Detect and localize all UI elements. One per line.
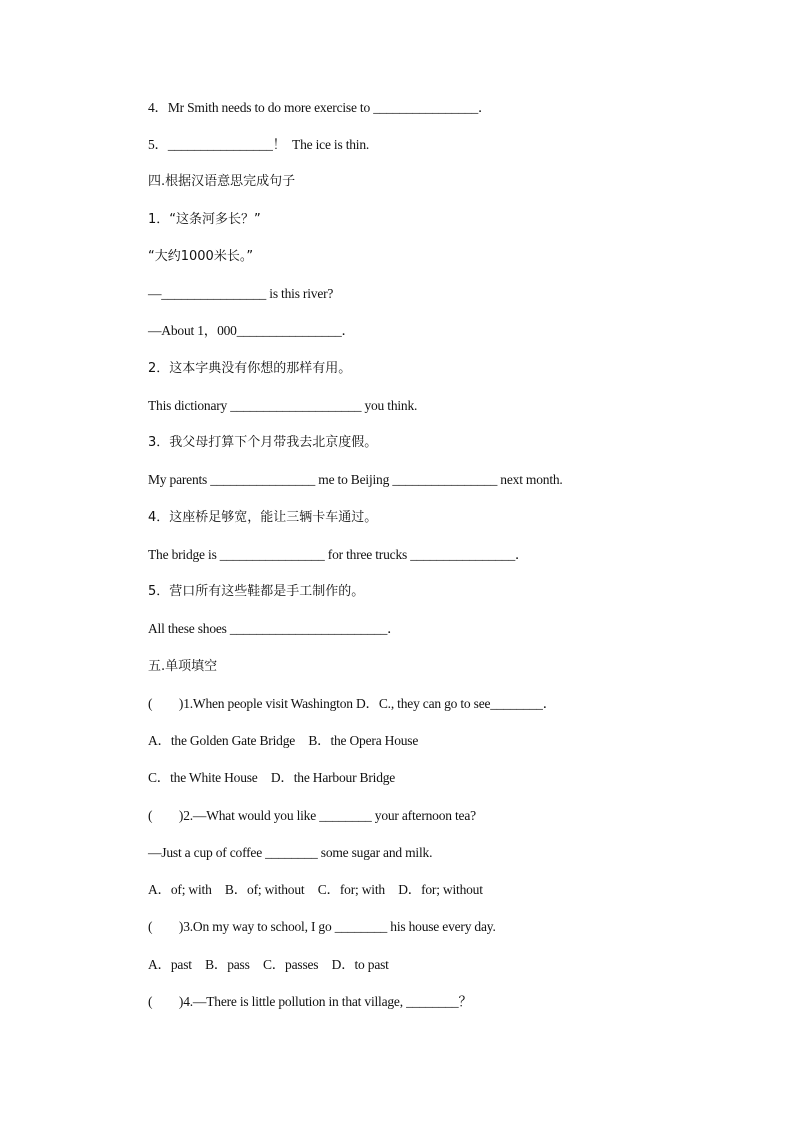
s5-q3-stem: ( )3.On my way to school, I go ________ his house every day. <box>148 919 496 934</box>
s5-q1-stem: ( )1.When people visit Washington D．C., they can go to see________． <box>148 696 556 711</box>
s4-q3-prompt: 3．我父母打算下个月带我去北京度假。 <box>148 435 378 450</box>
s5-q4-stem: ( )4.—There is little pollution in that village, ________？ <box>148 994 472 1009</box>
s5-q2-options: A．of; with B．of; without C．for; with D．for; without <box>148 882 483 897</box>
section-4-heading: 四.根据汉语意思完成句子 <box>148 174 296 189</box>
s5-q1-options-ab: A．the Golden Gate Bridge B．the Opera House <box>148 733 419 748</box>
s4-q2-blank: This dictionary ____________________ you think. <box>148 398 418 413</box>
s4-q4-prompt: 4．这座桥足够宽，能让三辆卡车通过。 <box>148 510 378 525</box>
s5-q2-stem: ( )2.—What would you like ________ your afternoon tea? <box>148 808 476 823</box>
s4-q1-prompt-answer: “大约1000米长。” <box>148 249 254 264</box>
question-4-exercise: 4．Mr Smith needs to do more exercise to ________________． <box>148 100 492 115</box>
section-5-heading: 五.单项填空 <box>148 659 218 674</box>
s4-q3-blank: My parents ________________ me to Beijing ________________ next month. <box>148 472 563 487</box>
s4-q5-prompt: 5．营口所有这些鞋都是手工制作的。 <box>148 584 365 599</box>
s4-q4-blank: The bridge is ________________ for three trucks ________________． <box>148 547 529 562</box>
s4-q1-blank-2: —About 1，000________________． <box>148 323 355 338</box>
s4-q1-prompt: 1．“这条河多长？” <box>148 212 261 227</box>
s5-q2-reply: —Just a cup of coffee ________ some sugar and milk. <box>148 845 433 860</box>
s4-q1-blank-1: —________________ is this river? <box>148 286 334 301</box>
s4-q2-prompt: 2．这本字典没有你想的那样有用。 <box>148 361 352 376</box>
s5-q3-options: A．past B．pass C．passes D．to past <box>148 957 389 972</box>
s4-q5-blank: All these shoes ________________________． <box>148 621 401 636</box>
s5-q1-options-cd: C．the White House D．the Harbour Bridge <box>148 770 396 785</box>
question-5-ice: 5．________________！ The ice is thin. <box>148 137 370 152</box>
